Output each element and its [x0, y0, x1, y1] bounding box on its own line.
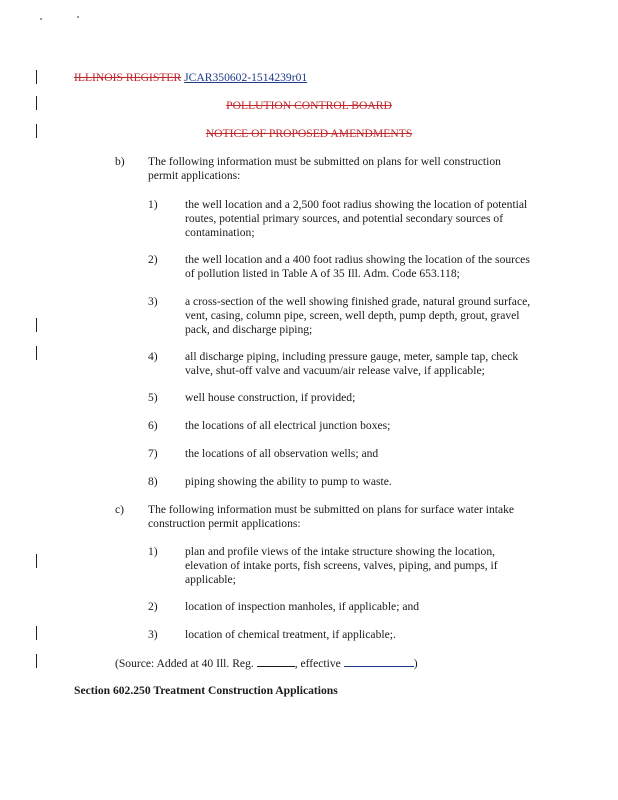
board-title: POLLUTION CONTROL BOARD [226, 99, 392, 112]
item-text: location of chemical treatment, if applicable;. [185, 628, 396, 641]
register-struck: ILLINOIS REGISTER [74, 71, 182, 84]
source-prefix: (Source: Added at 40 Ill. Reg. [115, 657, 254, 670]
item-number: 7) [148, 447, 158, 460]
item-text: valve, shut-off valve and vacuum/air release valve, if applicable; [185, 364, 485, 377]
item-number: 6) [148, 419, 158, 432]
section-heading: Section 602.250 Treatment Construction Applications [74, 684, 338, 697]
section-c-label: c) [115, 503, 125, 516]
item-text: routes, potential primary sources, and potential secondary sources of [185, 212, 504, 225]
item-number: 8) [148, 475, 158, 488]
source-note [115, 656, 418, 671]
item-text: of pollution listed in Table A of 35 Ill. Adm. Code 653.118; [185, 267, 460, 280]
item-number: 3) [148, 628, 158, 641]
item-text: plan and profile views of the intake structure showing the location, [185, 545, 496, 558]
item-number: 1) [148, 545, 158, 558]
change-bar [36, 654, 37, 668]
change-bar [36, 554, 37, 568]
section-b-label: b) [115, 155, 125, 168]
source-suffix: ) [413, 657, 418, 670]
item-text: the well location and a 2,500 foot radius showing the location of potential [185, 198, 528, 211]
item-text: the locations of all observation wells; and [185, 447, 379, 460]
item-text: location of inspection manholes, if applicable; and [185, 600, 420, 613]
item-text: contamination; [185, 226, 255, 239]
item-number: 2) [148, 253, 158, 266]
item-number: 1) [148, 198, 158, 211]
notice-title: NOTICE OF PROPOSED AMENDMENTS [205, 127, 413, 140]
item-number: 2) [148, 600, 158, 613]
item-text: elevation of intake ports, fish screens, valves, piping, and pumps, if [185, 559, 498, 572]
source-middle: , effective [294, 657, 341, 670]
change-bar [36, 346, 37, 360]
item-text: applicable; [185, 573, 236, 586]
item-number: 4) [148, 350, 158, 363]
register-blank [257, 656, 295, 667]
scan-speck [77, 16, 79, 18]
change-bar [36, 626, 37, 640]
section-c-text: construction permit applications: [148, 517, 301, 530]
register-header [74, 71, 307, 85]
item-number: 3) [148, 295, 158, 308]
jcar-code: JCAR350602-1514239r01 [184, 71, 308, 84]
item-text: well house construction, if provided; [185, 391, 356, 404]
item-text: vent, casing, column pipe, screen, well depth, pump depth, grout, gravel [185, 309, 520, 322]
effective-date-blank [344, 656, 414, 667]
section-c-text: The following information must be submitted on plans for surface water intake [148, 503, 515, 516]
item-text: a cross-section of the well showing finished grade, natural ground surface, [185, 295, 531, 308]
item-text: pack, and discharge piping; [185, 323, 313, 336]
item-number: 5) [148, 391, 158, 404]
scan-speck [40, 18, 42, 20]
item-text: the locations of all electrical junction boxes; [185, 419, 391, 432]
section-b-text: The following information must be submitted on plans for well construction [148, 155, 501, 168]
change-bar [36, 70, 37, 84]
change-bar [36, 318, 37, 332]
item-text: all discharge piping, including pressure gauge, meter, sample tap, check [185, 350, 519, 363]
section-b-text: permit applications: [148, 169, 241, 182]
item-text: the well location and a 400 foot radius showing the location of the sources [185, 253, 530, 266]
item-text: piping showing the ability to pump to waste. [185, 475, 392, 488]
